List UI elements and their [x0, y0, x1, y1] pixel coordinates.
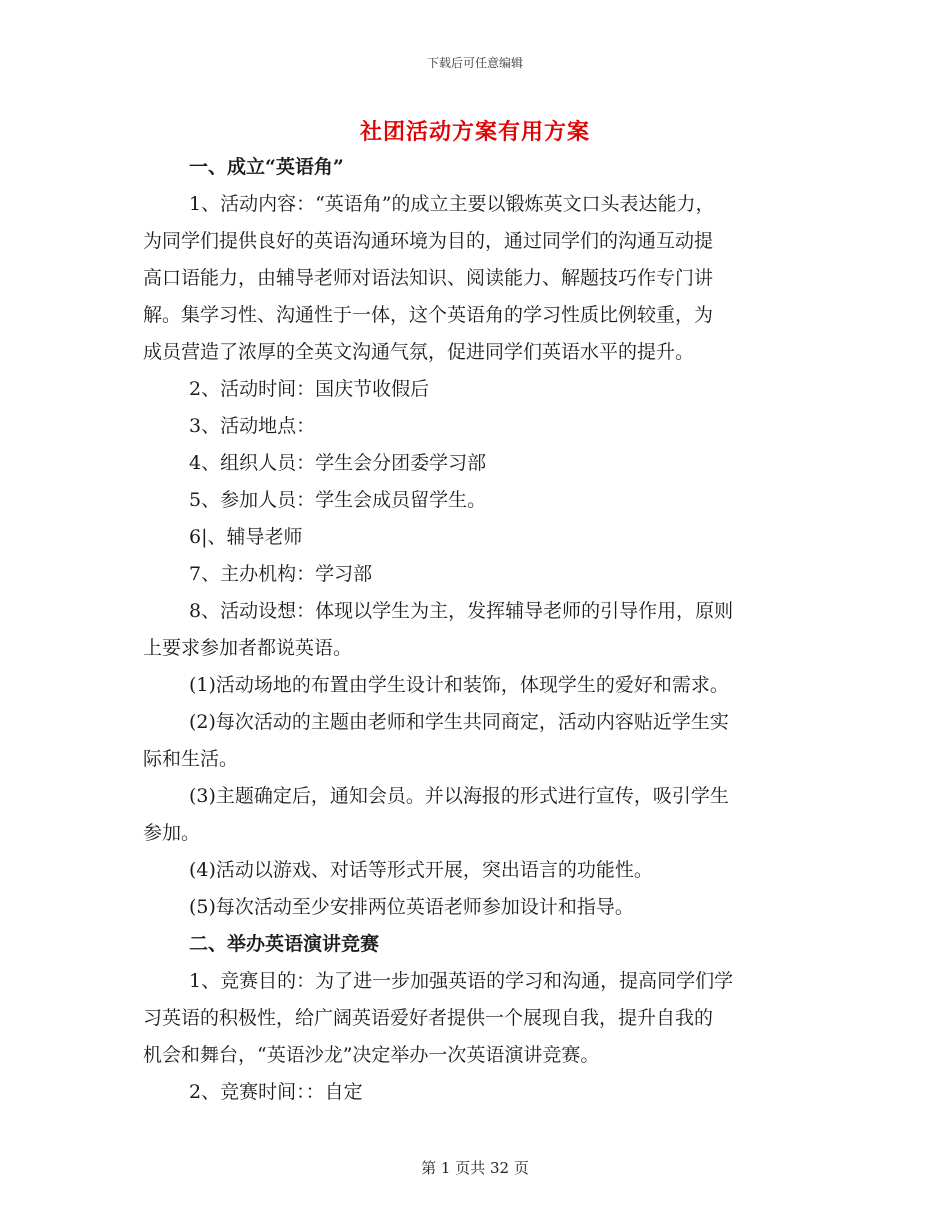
- section-heading: 二、举办英语演讲竞赛: [189, 933, 380, 955]
- header-note: 下载后可任意编辑: [426, 56, 523, 70]
- paragraph-line: 1、竞赛目的：为了进一步加强英语的学习和沟通，提高同学们学: [189, 970, 734, 992]
- list-item-line: (3)主题确定后，通知会员。并以海报的形式进行宣传，吸引学生: [189, 785, 729, 807]
- list-item-line: (4)活动以游戏、对话等形式开展，突出语言的功能性。: [189, 859, 653, 881]
- paragraph-line: 2、竞赛时间：：自定: [189, 1081, 363, 1103]
- paragraph-line: 7、主办机构：学习部: [189, 563, 373, 585]
- paragraph-line: 习英语的积极性，给广阔英语爱好者提供一个展现自我，提升自我的: [143, 1007, 714, 1029]
- list-item-line: (1)活动场地的布置由学生设计和装饰，体现学生的爱好和需求。: [189, 674, 729, 696]
- document-body: [143, 149, 813, 1111]
- paragraph-line: 1、活动内容：“英语角”的成立主要以锻炼英文口头表达能力，: [189, 193, 715, 215]
- list-item-line: (5)每次活动至少安排两位英语老师参加设计和指导。: [189, 896, 634, 918]
- list-item-line: 际和生活。: [143, 748, 239, 770]
- paragraph-line: 上要求参加者都说英语。: [143, 637, 353, 659]
- paragraph-line: 8、活动设想：体现以学生为主，发挥辅导老师的引导作用，原则: [189, 600, 734, 622]
- paragraph-line: 成员营造了浓厚的全英文沟通气氛，促进同学们英语水平的提升。: [143, 341, 695, 363]
- paragraph-line: 3、活动地点：: [189, 415, 316, 437]
- list-item-line: (2)每次活动的主题由老师和学生共同商定，活动内容贴近学生实: [189, 711, 729, 733]
- paragraph-line: 解。集学习性、沟通性于一体，这个英语角的学习性质比例较重，为: [143, 304, 714, 326]
- paragraph-line: 机会和舞台，“英语沙龙”决定举办一次英语演讲竞赛。: [143, 1044, 600, 1066]
- section-heading: 一、成立“英语角”: [189, 156, 344, 178]
- paragraph-line: 5、参加人员：学生会成员留学生。: [189, 489, 487, 511]
- paragraph-line: 4、组织人员：学生会分团委学习部: [189, 452, 487, 474]
- paragraph-line: 2、活动时间：国庆节收假后: [189, 378, 430, 400]
- list-item-line: 参加。: [143, 822, 201, 844]
- paragraph-line: 高口语能力，由辅导老师对语法知识、阅读能力、解题技巧作专门讲: [143, 267, 714, 289]
- paragraph-line: 为同学们提供良好的英语沟通环境为目的，通过同学们的沟通互动提: [143, 230, 714, 252]
- page-footer: 第 1 页共 32 页: [421, 1159, 529, 1177]
- document-title: 社团活动方案有用方案: [359, 119, 590, 145]
- paragraph-line: 6|、辅导老师: [189, 526, 303, 548]
